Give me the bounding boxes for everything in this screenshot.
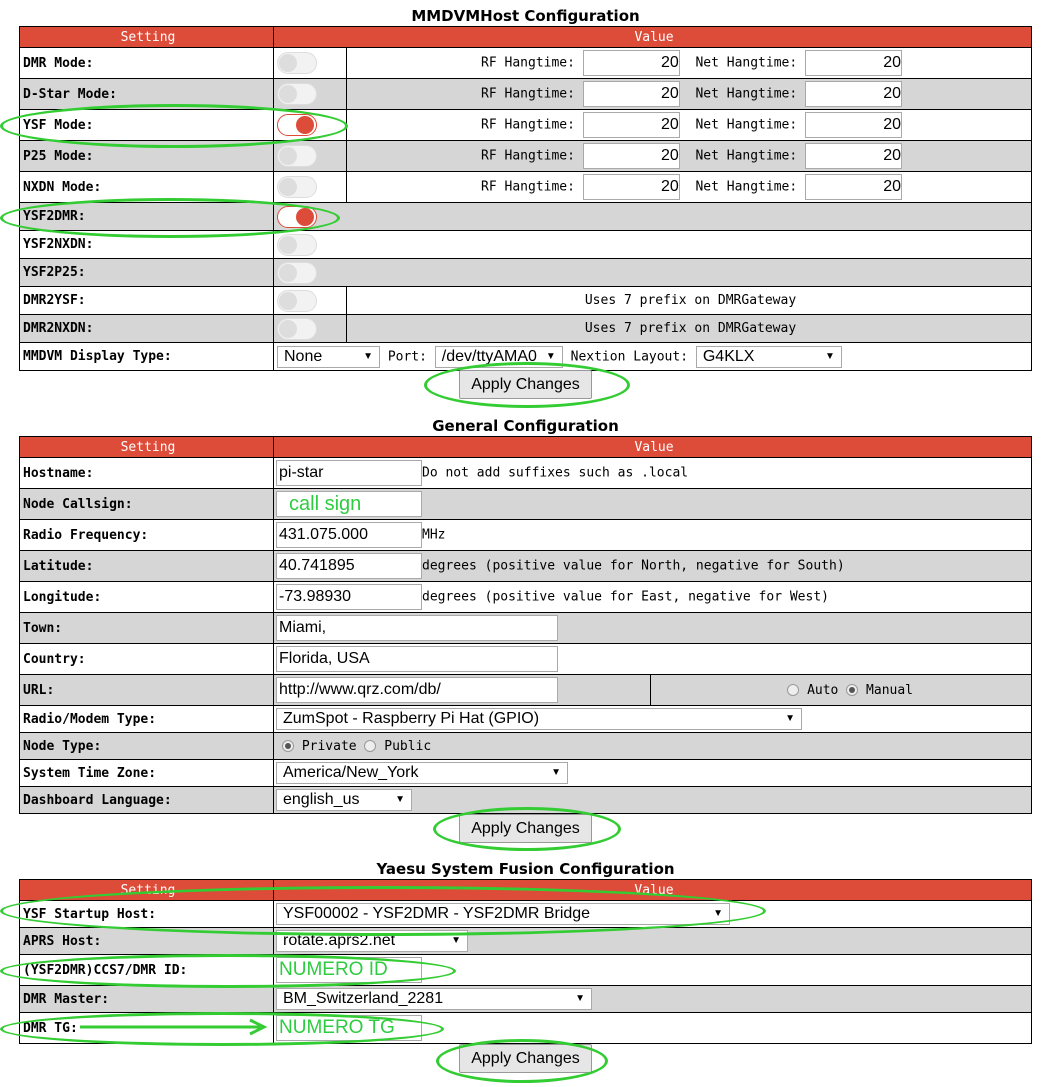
general-title: General Configuration — [432, 417, 619, 435]
rf-hangtime-label: RF Hangtime: — [481, 148, 575, 164]
frequency-input[interactable]: 431.075.000 — [276, 522, 422, 548]
ysf2dmr-toggle[interactable] — [277, 206, 317, 228]
hostname-input[interactable]: pi-star — [276, 460, 422, 486]
ysf2p25-toggle[interactable] — [277, 262, 317, 284]
dstar-mode-toggle[interactable] — [277, 83, 317, 105]
dstar-net-hangtime-input[interactable]: 20 — [805, 81, 902, 107]
url-auto-radio[interactable] — [787, 684, 799, 696]
timezone-label: System Time Zone: — [20, 760, 274, 787]
nxdn-mode-toggle[interactable] — [277, 176, 317, 198]
ysf-startup-label: YSF Startup Host: — [20, 901, 274, 928]
p25-mode-toggle[interactable] — [277, 145, 317, 167]
ysf-rf-hangtime-input[interactable]: 20 — [583, 112, 680, 138]
latitude-label: Latitude: — [20, 551, 274, 582]
dmr-master-label: DMR Master: — [20, 986, 274, 1013]
ysf-mode-label: YSF Mode: — [20, 110, 274, 141]
ysf2nxdn-label: YSF2NXDN: — [20, 231, 274, 259]
rf-hangtime-label: RF Hangtime: — [481, 179, 575, 195]
longitude-label: Longitude: — [20, 582, 274, 613]
col-value: Value — [274, 27, 1032, 48]
col-setting: Setting — [20, 27, 274, 48]
nxdn-net-hangtime-input[interactable]: 20 — [805, 174, 902, 200]
hostname-label: Hostname: — [20, 458, 274, 489]
ysf2dmr-label: YSF2DMR: — [20, 203, 274, 231]
dmr2ysf-note: Uses 7 prefix on DMRGateway — [347, 287, 1032, 315]
annotation-arrow — [80, 1018, 270, 1036]
dmr-tg-input[interactable]: NUMERO TG — [276, 1015, 422, 1041]
frequency-unit: MHz — [422, 527, 446, 543]
dmr2ysf-toggle[interactable] — [277, 290, 317, 312]
ysf-title: Yaesu System Fusion Configuration — [376, 860, 675, 878]
port-label: Port: — [387, 349, 427, 364]
nxdn-mode-label: NXDN Mode: — [20, 172, 274, 203]
aprs-host-select[interactable]: rotate.aprs2.net ▼ — [276, 930, 468, 952]
url-label: URL: — [20, 675, 274, 706]
net-hangtime-label: Net Hangtime: — [695, 148, 798, 164]
callsign-input[interactable]: call sign — [276, 491, 422, 517]
hostname-hint: Do not add suffixes such as .local — [422, 465, 689, 481]
net-hangtime-label: Net Hangtime: — [695, 55, 798, 71]
rf-hangtime-label: RF Hangtime: — [481, 86, 575, 102]
nextion-layout-label: Nextion Layout: — [570, 349, 689, 364]
net-hangtime-label: Net Hangtime: — [695, 117, 798, 133]
frequency-label: Radio Frequency: — [20, 520, 274, 551]
node-type-label: Node Type: — [20, 733, 274, 760]
url-manual-label: Manual — [866, 682, 914, 698]
display-type-label: MMDVM Display Type: — [20, 343, 274, 371]
node-private-label: Private — [301, 738, 357, 754]
ysf2p25-label: YSF2P25: — [20, 259, 274, 287]
longitude-input[interactable]: -73.98930 — [276, 584, 422, 610]
timezone-select[interactable]: America/New_York ▼ — [276, 762, 568, 784]
ysf-net-hangtime-input[interactable]: 20 — [805, 112, 902, 138]
general-apply-button[interactable]: Apply Changes — [459, 814, 592, 843]
node-public-label: Public — [384, 738, 432, 754]
mmdvm-apply-button[interactable]: Apply Changes — [459, 370, 592, 399]
p25-rf-hangtime-input[interactable]: 20 — [583, 143, 680, 169]
nxdn-rf-hangtime-input[interactable]: 20 — [583, 174, 680, 200]
callsign-label: Node Callsign: — [20, 489, 274, 520]
display-type-select[interactable]: None ▼ — [277, 346, 380, 368]
dmr-net-hangtime-input[interactable]: 20 — [805, 50, 902, 76]
dmr-mode-label: DMR Mode: — [20, 48, 274, 79]
ysf-apply-button[interactable]: Apply Changes — [459, 1044, 592, 1073]
country-input[interactable]: Florida, USA — [276, 646, 558, 672]
latitude-hint: degrees (positive value for North, negative for South) — [422, 558, 845, 574]
dmr2nxdn-note: Uses 7 prefix on DMRGateway — [347, 315, 1032, 343]
dmr-rf-hangtime-input[interactable]: 20 — [583, 50, 680, 76]
ysf-startup-select[interactable]: YSF00002 - YSF2DMR - YSF2DMR Bridge ▼ — [276, 903, 730, 925]
rf-hangtime-label: RF Hangtime: — [481, 55, 575, 71]
col-setting: Setting — [20, 880, 274, 901]
net-hangtime-label: Net Hangtime: — [695, 179, 798, 195]
language-select[interactable]: english_us ▼ — [276, 789, 412, 811]
ysf-mode-toggle[interactable] — [277, 114, 317, 136]
mmdvm-table — [19, 26, 1032, 371]
rf-hangtime-label: RF Hangtime: — [481, 117, 575, 133]
dmr2ysf-label: DMR2YSF: — [20, 287, 274, 315]
p25-net-hangtime-input[interactable]: 20 — [805, 143, 902, 169]
dmr-mode-toggle[interactable] — [277, 52, 317, 74]
dmr-id-input[interactable]: NUMERO ID — [276, 957, 422, 983]
modem-select[interactable]: ZumSpot - Raspberry Pi Hat (GPIO) ▼ — [276, 708, 802, 730]
mmdvm-title: MMDVMHost Configuration — [411, 7, 640, 25]
general-table — [19, 436, 1032, 814]
col-setting: Setting — [20, 437, 274, 458]
country-label: Country: — [20, 644, 274, 675]
net-hangtime-label: Net Hangtime: — [695, 86, 798, 102]
url-input[interactable]: http://www.qrz.com/db/ — [276, 677, 558, 703]
col-value: Value — [274, 880, 1032, 901]
col-value: Value — [274, 437, 1032, 458]
latitude-input[interactable]: 40.741895 — [276, 553, 422, 579]
node-private-radio[interactable] — [282, 740, 294, 752]
dmr-id-label: (YSF2DMR)CCS7/DMR ID: — [20, 955, 274, 986]
url-auto-label: Auto — [807, 682, 839, 698]
dmr2nxdn-toggle[interactable] — [277, 318, 317, 340]
dmr-master-select[interactable]: BM_Switzerland_2281 ▼ — [276, 988, 592, 1010]
dmr2nxdn-label: DMR2NXDN: — [20, 315, 274, 343]
dstar-mode-label: D-Star Mode: — [20, 79, 274, 110]
nextion-layout-select[interactable]: G4KLX ▼ — [696, 346, 842, 368]
aprs-host-label: APRS Host: — [20, 928, 274, 955]
longitude-hint: degrees (positive value for East, negative for West) — [422, 589, 829, 605]
modem-label: Radio/Modem Type: — [20, 706, 274, 733]
language-label: Dashboard Language: — [20, 787, 274, 814]
town-label: Town: — [20, 613, 274, 644]
p25-mode-label: P25 Mode: — [20, 141, 274, 172]
port-select[interactable]: /dev/ttyAMA0 ▼ — [435, 346, 563, 368]
node-public-radio[interactable] — [364, 740, 376, 752]
dmr-tg-label: DMR TG: — [20, 1013, 274, 1044]
ysf2nxdn-toggle[interactable] — [277, 234, 317, 256]
dstar-rf-hangtime-input[interactable]: 20 — [583, 81, 680, 107]
url-manual-radio[interactable] — [846, 684, 858, 696]
town-input[interactable]: Miami, — [276, 615, 558, 641]
